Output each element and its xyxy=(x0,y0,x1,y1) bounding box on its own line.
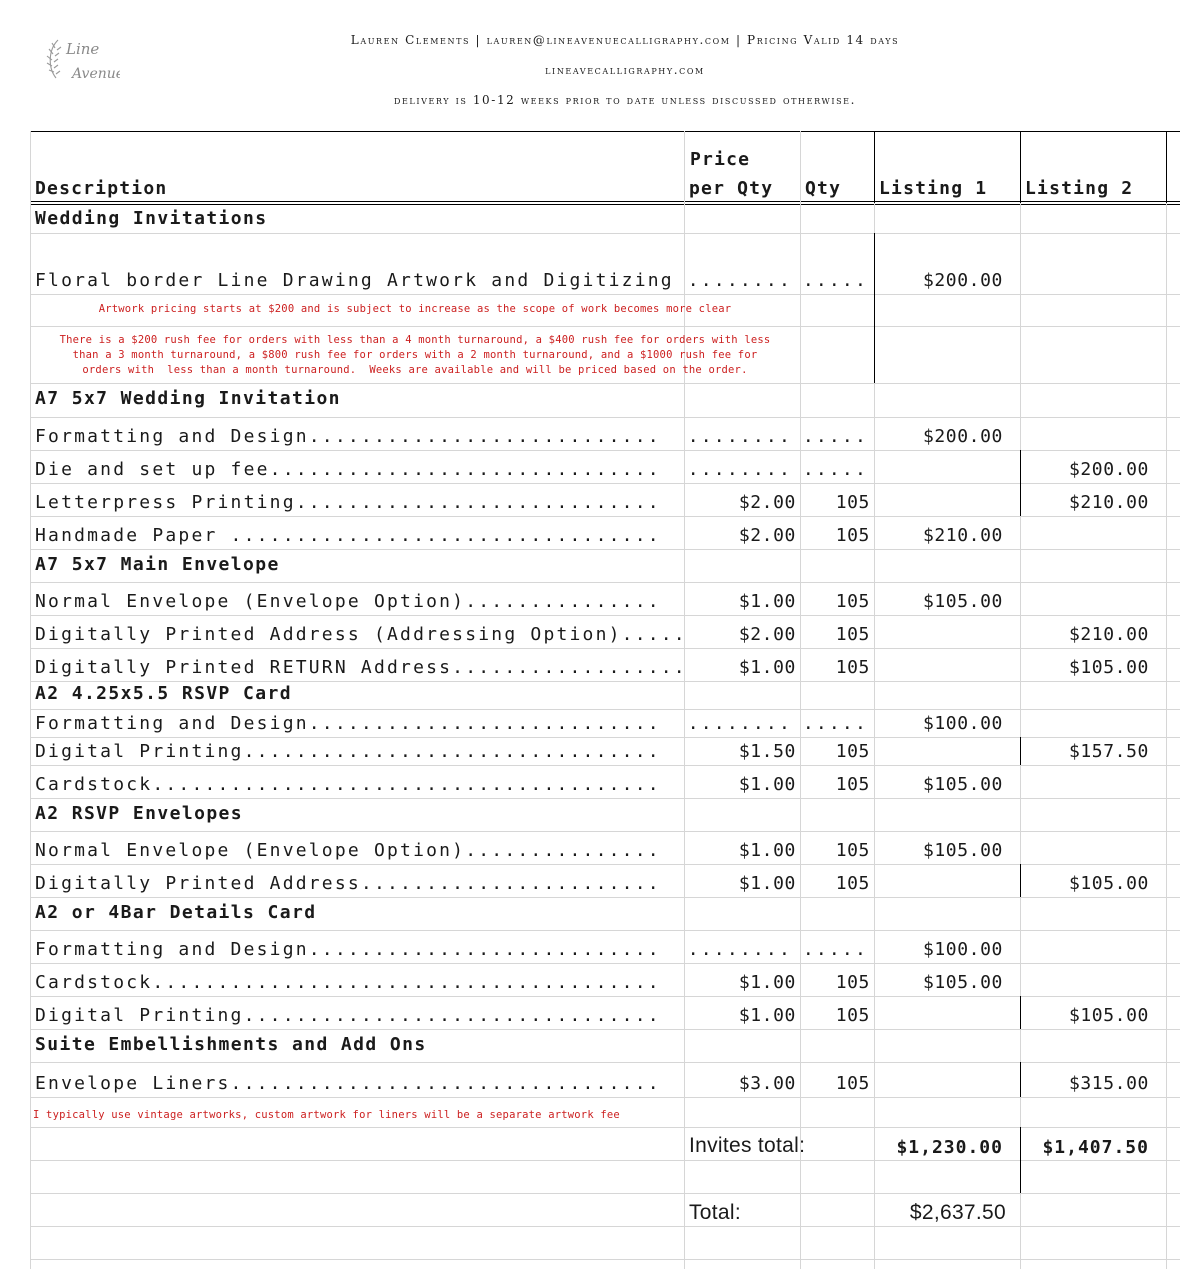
grid-line xyxy=(30,648,1180,649)
grid-line xyxy=(30,897,1180,898)
grid-line xyxy=(874,233,875,383)
grid-line xyxy=(30,930,1180,931)
line-item-listing-1: $105.00 xyxy=(922,591,1003,612)
grid-line xyxy=(1020,131,1021,1269)
line-item-price: ........ xyxy=(687,270,792,291)
line-item-qty: 105 xyxy=(835,1005,870,1026)
line-item-qty: 105 xyxy=(835,492,870,513)
line-item-price: $1.00 xyxy=(738,972,796,993)
grid-line xyxy=(30,483,1180,484)
grid-line xyxy=(30,1062,1180,1063)
artwork-pricing-note: Artwork pricing starts at $200 and is subject to increase as the scope of work becomes more clear xyxy=(98,303,732,315)
column-header-listing-1: Listing 1 xyxy=(879,178,988,199)
invites-total-listing-2: $1,407.50 xyxy=(1042,1137,1149,1158)
grid-line xyxy=(30,681,1180,682)
grid-line xyxy=(30,1160,1180,1161)
line-item-description: Handmade Paper ................................. xyxy=(35,525,661,546)
line-item-description: Floral border Line Drawing Artwork and Digitizing xyxy=(35,270,674,291)
grid-line xyxy=(30,963,1180,964)
line-item-description: Digital Printing................................ xyxy=(35,741,661,762)
line-item-description: Formatting and Design........................... xyxy=(35,939,661,960)
line-item-description: Digitally Printed Address (Addressing Option)..... xyxy=(35,624,687,645)
line-item-description: Envelope Liners................................. xyxy=(35,1073,661,1094)
line-item-price: $2.00 xyxy=(738,492,796,513)
line-item-description: Die and set up fee.............................. xyxy=(35,459,661,480)
line-item-description: Digitally Printed Address....................... xyxy=(35,873,661,894)
column-header-listing-2: Listing 2 xyxy=(1025,178,1134,199)
invites-total-listing-1: $1,230.00 xyxy=(896,1137,1003,1158)
line-item-price: $1.00 xyxy=(738,657,796,678)
line-item-qty: 105 xyxy=(835,840,870,861)
grand-total-label: Total: xyxy=(689,1201,741,1224)
line-item-description: Formatting and Design........................... xyxy=(35,426,661,447)
line-item-price: ........ xyxy=(687,426,792,447)
line-item-listing-1: $200.00 xyxy=(922,426,1003,447)
grid-line xyxy=(30,765,1180,766)
line-item-qty: 105 xyxy=(835,873,870,894)
line-item-listing-1: $100.00 xyxy=(922,713,1003,734)
grid-line xyxy=(800,131,801,1269)
rush-fee-note-line: There is a $200 rush fee for orders with less than a 4 month turnaround, a $400 rush fee for orders with less xyxy=(59,334,771,346)
section-heading: Suite Embellishments and Add Ons xyxy=(35,1033,427,1055)
liner-artwork-note: I typically use vintage artworks, custom artwork for liners will be a separate artwork fee xyxy=(33,1109,620,1121)
section-heading: A2 or 4Bar Details Card xyxy=(35,901,317,923)
line-item-qty: 105 xyxy=(835,741,870,762)
header-bottom-border xyxy=(30,201,1180,202)
line-item-listing-1: $105.00 xyxy=(922,972,1003,993)
line-item-price: $1.00 xyxy=(738,873,796,894)
line-item-qty: ..... xyxy=(802,270,868,291)
line-item-listing-2: $200.00 xyxy=(1068,459,1149,480)
grid-line xyxy=(30,294,1180,295)
line-item-qty: ..... xyxy=(802,459,868,480)
grid-line xyxy=(30,831,1180,832)
grid-line xyxy=(1020,450,1021,516)
grid-line xyxy=(1166,131,1167,203)
line-item-description: Formatting and Design........................... xyxy=(35,713,661,734)
grid-line xyxy=(30,417,1180,418)
grid-line xyxy=(30,1029,1180,1030)
grid-line xyxy=(30,1097,1180,1098)
line-item-listing-1: $100.00 xyxy=(922,939,1003,960)
section-heading: A7 5x7 Wedding Invitation xyxy=(35,388,341,409)
grid-line xyxy=(30,516,1180,517)
line-item-qty: ..... xyxy=(802,939,868,960)
grid-line xyxy=(30,1127,1180,1128)
line-item-qty: ..... xyxy=(802,426,868,447)
grand-total-value: $2,637.50 xyxy=(909,1201,1006,1224)
grid-line xyxy=(1020,737,1021,765)
column-header-price-line2: per Qty xyxy=(689,178,774,199)
line-item-price: $3.00 xyxy=(738,1073,796,1094)
line-item-listing-2: $315.00 xyxy=(1068,1073,1149,1094)
line-item-description: Digital Printing................................ xyxy=(35,1005,661,1026)
line-item-price: ........ xyxy=(687,459,792,480)
line-item-price: $1.00 xyxy=(738,840,796,861)
grid-line xyxy=(1020,1062,1021,1097)
line-item-qty: 105 xyxy=(835,774,870,795)
line-item-price: ........ xyxy=(687,713,792,734)
line-item-price: $1.50 xyxy=(738,741,796,762)
header-website: lineavecalligraphy.com xyxy=(545,63,705,77)
logo-text-line: Line xyxy=(66,40,100,58)
line-item-qty: 105 xyxy=(835,624,870,645)
grid-line xyxy=(1020,864,1021,897)
line-item-qty: 105 xyxy=(835,972,870,993)
section-heading: A7 5x7 Main Envelope xyxy=(35,553,280,575)
line-item-qty: ..... xyxy=(802,713,868,734)
grid-line xyxy=(30,1226,1180,1227)
line-item-price: $2.00 xyxy=(738,624,796,645)
section-heading: A2 RSVP Envelopes xyxy=(35,802,244,824)
line-item-description: Letterpress Printing............................ xyxy=(35,492,661,513)
line-item-qty: 105 xyxy=(835,1073,870,1094)
line-item-listing-1: $105.00 xyxy=(922,840,1003,861)
grid-line xyxy=(30,737,1180,738)
line-item-price: $2.00 xyxy=(738,525,796,546)
line-item-description: Normal Envelope (Envelope Option)............... xyxy=(35,840,661,861)
line-item-qty: 105 xyxy=(835,525,870,546)
grid-line xyxy=(30,582,1180,583)
grid-line xyxy=(30,864,1180,865)
rush-fee-note-line: orders with less than a month turnaround. Weeks are available and will be priced based on the order. xyxy=(82,364,748,376)
grid-line xyxy=(30,326,1180,327)
line-item-price: $1.00 xyxy=(738,774,796,795)
header-bottom-border xyxy=(30,204,1180,205)
line-item-price: $1.00 xyxy=(738,1005,796,1026)
header-delivery-note: delivery is 10-12 weeks prior to date unless discussed otherwise. xyxy=(393,93,857,107)
line-item-listing-1: $105.00 xyxy=(922,774,1003,795)
grid-line xyxy=(30,383,1180,384)
grid-line xyxy=(1166,131,1167,1269)
grid-line xyxy=(874,131,875,203)
line-item-listing-2: $105.00 xyxy=(1068,873,1149,894)
section-heading: A2 4.25x5.5 RSVP Card xyxy=(35,683,292,704)
line-item-description: Cardstock....................................... xyxy=(35,774,661,795)
invites-total-label: Invites total: xyxy=(689,1134,806,1157)
line-item-listing-1: $210.00 xyxy=(922,525,1003,546)
line-item-listing-2: $105.00 xyxy=(1068,657,1149,678)
line-item-description: Digitally Printed RETURN Address.................. xyxy=(35,657,687,678)
header-contact-line: Lauren Clements | lauren@lineavenuecalligraphy.com | Pricing Valid 14 days xyxy=(350,33,900,47)
grid-line xyxy=(30,450,1180,451)
grid-line xyxy=(1020,996,1021,1029)
grid-line xyxy=(30,996,1180,997)
line-item-listing-2: $157.50 xyxy=(1068,741,1149,762)
grid-line xyxy=(30,233,1180,234)
column-header-description: Description xyxy=(35,178,168,199)
grid-line xyxy=(1020,1127,1021,1193)
grid-line xyxy=(30,549,1180,550)
line-item-description: Cardstock....................................... xyxy=(35,972,661,993)
column-header-qty: Qty xyxy=(805,178,842,199)
line-item-qty: 105 xyxy=(835,657,870,678)
rush-fee-note-line: than a 3 month turnaround, a $800 rush fee for orders with a 2 month turnaround, and a $1000 rush fee for xyxy=(72,349,758,361)
grid-line xyxy=(30,709,1180,710)
line-item-price: ........ xyxy=(687,939,792,960)
column-header-price-line1: Price xyxy=(690,149,751,170)
table-top-border xyxy=(30,131,1180,132)
section-heading: Wedding Invitations xyxy=(35,207,268,229)
line-item-price: $1.00 xyxy=(738,591,796,612)
line-item-description: Normal Envelope (Envelope Option)............... xyxy=(35,591,661,612)
grid-line xyxy=(30,1259,1180,1260)
grid-line xyxy=(1020,131,1021,203)
logo-text-avenue: Avenue xyxy=(72,66,120,82)
line-item-listing-2: $210.00 xyxy=(1068,492,1149,513)
grid-line xyxy=(30,1193,1180,1194)
grid-line xyxy=(30,798,1180,799)
line-item-listing-2: $210.00 xyxy=(1068,624,1149,645)
line-item-listing-1: $200.00 xyxy=(922,270,1003,291)
grid-line xyxy=(30,615,1180,616)
line-item-listing-2: $105.00 xyxy=(1068,1005,1149,1026)
line-item-qty: 105 xyxy=(835,591,870,612)
